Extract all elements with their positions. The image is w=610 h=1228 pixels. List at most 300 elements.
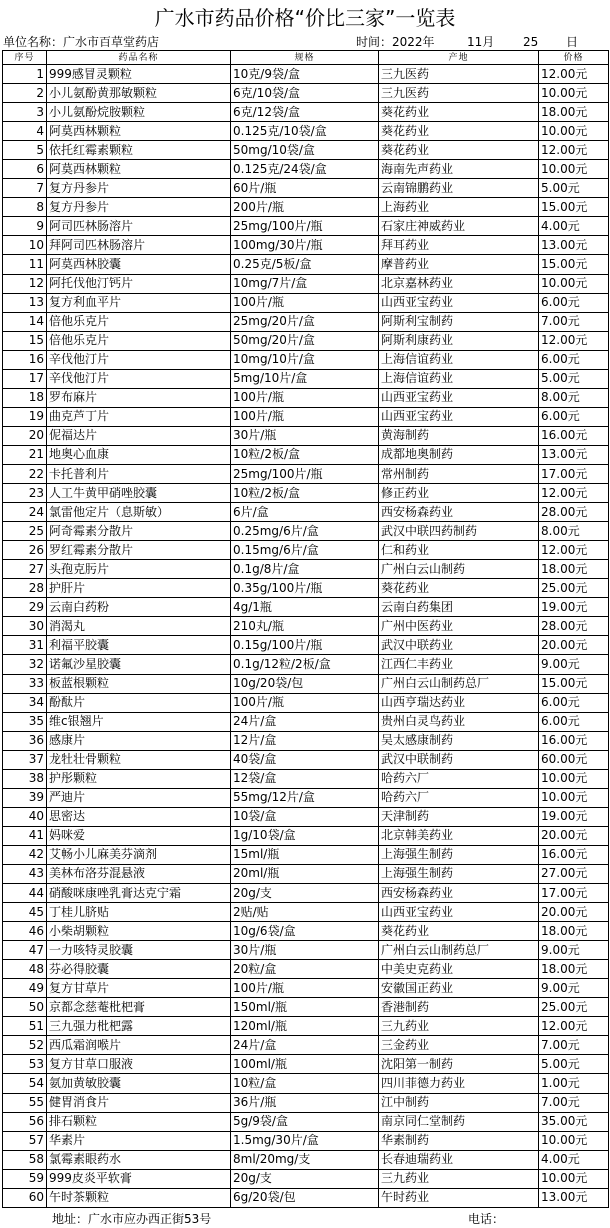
table-row xyxy=(3,217,609,236)
cell-spec: 30片/瓶 xyxy=(231,426,379,445)
cell-index: 46 xyxy=(3,922,47,941)
cell-price: 16.00元 xyxy=(539,731,609,750)
cell-drug-name: 西瓜霜润喉片 xyxy=(47,1036,231,1055)
cell-price: 10.00元 xyxy=(539,788,609,807)
cell-origin: 武汉中联四药制药 xyxy=(379,522,539,541)
cell-spec: 50mg/10袋/盒 xyxy=(231,141,379,160)
store-address: 地址：广水市应办西正街53号 xyxy=(52,1212,212,1226)
cell-origin: 三九医药 xyxy=(379,65,539,84)
cell-spec: 10mg/7片/盒 xyxy=(231,274,379,293)
cell-spec: 2贴/贴 xyxy=(231,903,379,922)
table-row xyxy=(3,712,609,731)
cell-spec: 15ml/瓶 xyxy=(231,845,379,864)
table-row xyxy=(3,1093,609,1112)
cell-price: 16.00元 xyxy=(539,845,609,864)
cell-price: 20.00元 xyxy=(539,826,609,845)
cell-origin: 广州白云山制药总厂 xyxy=(379,674,539,693)
cell-price: 8.00元 xyxy=(539,522,609,541)
cell-spec: 25mg/100片/瓶 xyxy=(231,217,379,236)
cell-index: 58 xyxy=(3,1150,47,1169)
cell-origin: 山西亨瑞达药业 xyxy=(379,693,539,712)
cell-spec: 20ml/瓶 xyxy=(231,864,379,883)
cell-price: 12.00元 xyxy=(539,65,609,84)
table-row xyxy=(3,1131,609,1150)
table-row xyxy=(3,674,609,693)
cell-price: 5.00元 xyxy=(539,179,609,198)
cell-price: 5.00元 xyxy=(539,369,609,388)
cell-price: 17.00元 xyxy=(539,884,609,903)
cell-origin: 西安杨森药业 xyxy=(379,884,539,903)
cell-drug-name: 午时茶颗粒 xyxy=(47,1188,231,1207)
cell-spec: 6克/10袋/盒 xyxy=(231,84,379,103)
cell-spec: 10袋/盒 xyxy=(231,807,379,826)
cell-origin: 葵花药业 xyxy=(379,579,539,598)
cell-spec: 12袋/盒 xyxy=(231,769,379,788)
cell-drug-name: 伲福达片 xyxy=(47,426,231,445)
table-row xyxy=(3,598,609,617)
table-row xyxy=(3,769,609,788)
cell-spec: 10g/20袋/包 xyxy=(231,674,379,693)
cell-price: 9.00元 xyxy=(539,979,609,998)
table-row xyxy=(3,731,609,750)
cell-drug-name: 健胃消食片 xyxy=(47,1093,231,1112)
cell-index: 8 xyxy=(3,198,47,217)
cell-drug-name: 阿莫西林胶囊 xyxy=(47,255,231,274)
table-row xyxy=(3,160,609,179)
table-row xyxy=(3,788,609,807)
cell-price: 12.00元 xyxy=(539,141,609,160)
cell-price: 27.00元 xyxy=(539,864,609,883)
cell-origin: 江西仁丰药业 xyxy=(379,655,539,674)
cell-spec: 20粒/盒 xyxy=(231,960,379,979)
table-row xyxy=(3,274,609,293)
cell-index: 43 xyxy=(3,864,47,883)
cell-origin: 三九药业 xyxy=(379,1017,539,1036)
cell-origin: 山西亚宝药业 xyxy=(379,903,539,922)
table-row xyxy=(3,484,609,503)
cell-drug-name: 阿莫西林颗粒 xyxy=(47,122,231,141)
cell-index: 42 xyxy=(3,845,47,864)
cell-spec: 120ml/瓶 xyxy=(231,1017,379,1036)
cell-spec: 100片/瓶 xyxy=(231,979,379,998)
table-row xyxy=(3,750,609,769)
cell-index: 19 xyxy=(3,407,47,426)
cell-drug-name: 妈咪爱 xyxy=(47,826,231,845)
cell-spec: 100ml/瓶 xyxy=(231,1055,379,1074)
cell-drug-name: 复方利血平片 xyxy=(47,293,231,312)
cell-spec: 20g/支 xyxy=(231,884,379,903)
cell-price: 4.00元 xyxy=(539,1150,609,1169)
cell-drug-name: 依托红霉素颗粒 xyxy=(47,141,231,160)
cell-drug-name: 氯雷他定片（息斯敏） xyxy=(47,503,231,522)
table-row xyxy=(3,293,609,312)
cell-drug-name: 小儿氨酚黄那敏颗粒 xyxy=(47,84,231,103)
cell-price: 5.00元 xyxy=(539,1055,609,1074)
cell-drug-name: 头孢克肟片 xyxy=(47,560,231,579)
cell-price: 16.00元 xyxy=(539,426,609,445)
cell-spec: 10粒/2板/盒 xyxy=(231,445,379,464)
cell-drug-name: 999感冒灵颗粒 xyxy=(47,65,231,84)
cell-origin: 吴太感康制药 xyxy=(379,731,539,750)
table-row xyxy=(3,84,609,103)
header-index: 序号 xyxy=(3,51,47,65)
cell-origin: 哈药六厂 xyxy=(379,769,539,788)
table-row xyxy=(3,941,609,960)
cell-drug-name: 护彤颗粒 xyxy=(47,769,231,788)
table-row xyxy=(3,960,609,979)
table-row xyxy=(3,1150,609,1169)
cell-origin: 北京嘉林药业 xyxy=(379,274,539,293)
cell-drug-name: 感康片 xyxy=(47,731,231,750)
cell-spec: 30片/瓶 xyxy=(231,941,379,960)
table-row xyxy=(3,1188,609,1207)
cell-origin: 午时药业 xyxy=(379,1188,539,1207)
cell-origin: 摩普药业 xyxy=(379,255,539,274)
cell-origin: 云南锦鹏药业 xyxy=(379,179,539,198)
cell-origin: 武汉中联制药 xyxy=(379,750,539,769)
cell-index: 55 xyxy=(3,1093,47,1112)
cell-index: 11 xyxy=(3,255,47,274)
cell-drug-name: 严迪片 xyxy=(47,788,231,807)
cell-price: 1.00元 xyxy=(539,1074,609,1093)
cell-origin: 山西亚宝药业 xyxy=(379,407,539,426)
cell-index: 28 xyxy=(3,579,47,598)
table-row xyxy=(3,407,609,426)
cell-price: 10.00元 xyxy=(539,122,609,141)
cell-origin: 华素制药 xyxy=(379,1131,539,1150)
cell-index: 22 xyxy=(3,464,47,483)
cell-index: 47 xyxy=(3,941,47,960)
cell-price: 9.00元 xyxy=(539,655,609,674)
cell-origin: 葵花药业 xyxy=(379,922,539,941)
cell-price: 6.00元 xyxy=(539,350,609,369)
cell-index: 17 xyxy=(3,369,47,388)
table-row xyxy=(3,903,609,922)
cell-spec: 1.5mg/30片/盒 xyxy=(231,1131,379,1150)
table-row xyxy=(3,1169,609,1188)
cell-price: 9.00元 xyxy=(539,941,609,960)
cell-index: 27 xyxy=(3,560,47,579)
table-row xyxy=(3,255,609,274)
cell-spec: 0.125克/24袋/盒 xyxy=(231,160,379,179)
cell-index: 12 xyxy=(3,274,47,293)
cell-drug-name: 复方丹参片 xyxy=(47,179,231,198)
cell-spec: 25mg/20片/盒 xyxy=(231,312,379,331)
cell-drug-name: 罗红霉素分散片 xyxy=(47,541,231,560)
cell-drug-name: 酚酞片 xyxy=(47,693,231,712)
cell-spec: 36片/瓶 xyxy=(231,1093,379,1112)
cell-spec: 6克/12袋/盒 xyxy=(231,103,379,122)
cell-origin: 葵花药业 xyxy=(379,141,539,160)
table-row xyxy=(3,445,609,464)
table-row xyxy=(3,426,609,445)
cell-spec: 55mg/12片/盒 xyxy=(231,788,379,807)
cell-origin: 山西亚宝药业 xyxy=(379,388,539,407)
table-row xyxy=(3,464,609,483)
cell-price: 12.00元 xyxy=(539,484,609,503)
cell-price: 18.00元 xyxy=(539,103,609,122)
table-row xyxy=(3,655,609,674)
table-row xyxy=(3,331,609,350)
cell-origin: 上海信谊药业 xyxy=(379,369,539,388)
phone-label: 电话： xyxy=(468,1212,505,1226)
cell-origin: 三金药业 xyxy=(379,1036,539,1055)
cell-index: 6 xyxy=(3,160,47,179)
table-row xyxy=(3,864,609,883)
cell-index: 2 xyxy=(3,84,47,103)
cell-price: 6.00元 xyxy=(539,293,609,312)
cell-index: 16 xyxy=(3,350,47,369)
cell-index: 50 xyxy=(3,998,47,1017)
cell-drug-name: 美林布洛芬混悬液 xyxy=(47,864,231,883)
table-body xyxy=(3,65,609,1208)
table-row xyxy=(3,122,609,141)
cell-origin: 葵花药业 xyxy=(379,122,539,141)
cell-price: 4.00元 xyxy=(539,217,609,236)
cell-price: 35.00元 xyxy=(539,1112,609,1131)
cell-index: 52 xyxy=(3,1036,47,1055)
cell-index: 29 xyxy=(3,598,47,617)
cell-drug-name: 三九强力枇杷露 xyxy=(47,1017,231,1036)
table-row xyxy=(3,1112,609,1131)
table-row xyxy=(3,807,609,826)
header-spec: 规格 xyxy=(231,51,379,65)
cell-drug-name: 丁桂儿脐贴 xyxy=(47,903,231,922)
cell-spec: 10mg/10片/盒 xyxy=(231,350,379,369)
cell-drug-name: 罗布麻片 xyxy=(47,388,231,407)
cell-drug-name: 氨加黄敏胶囊 xyxy=(47,1074,231,1093)
cell-origin: 拜耳药业 xyxy=(379,236,539,255)
footer xyxy=(0,1210,610,1228)
table-header-row xyxy=(3,51,609,65)
cell-origin: 上海强生制药 xyxy=(379,845,539,864)
cell-price: 10.00元 xyxy=(539,769,609,788)
cell-price: 18.00元 xyxy=(539,922,609,941)
cell-drug-name: 板蓝根颗粒 xyxy=(47,674,231,693)
cell-index: 30 xyxy=(3,617,47,636)
cell-drug-name: 倍他乐克片 xyxy=(47,331,231,350)
cell-price: 25.00元 xyxy=(539,579,609,598)
cell-index: 15 xyxy=(3,331,47,350)
cell-spec: 8ml/20mg/支 xyxy=(231,1150,379,1169)
store-unit-name: 单位名称：广水市百草堂药店 xyxy=(3,35,160,49)
cell-price: 28.00元 xyxy=(539,617,609,636)
table-row xyxy=(3,369,609,388)
cell-index: 24 xyxy=(3,503,47,522)
cell-spec: 0.15g/100片/瓶 xyxy=(231,636,379,655)
cell-drug-name: 地奥心血康 xyxy=(47,445,231,464)
cell-origin: 沈阳第一制药 xyxy=(379,1055,539,1074)
cell-index: 49 xyxy=(3,979,47,998)
cell-price: 7.00元 xyxy=(539,1036,609,1055)
cell-index: 34 xyxy=(3,693,47,712)
cell-index: 35 xyxy=(3,712,47,731)
cell-spec: 100mg/30片/瓶 xyxy=(231,236,379,255)
table-row xyxy=(3,636,609,655)
cell-spec: 24片/盒 xyxy=(231,712,379,731)
cell-drug-name: 京都念慈菴枇杷膏 xyxy=(47,998,231,1017)
cell-origin: 西安杨森药业 xyxy=(379,503,539,522)
cell-drug-name: 硝酸咪康唑乳膏达克宁霜 xyxy=(47,884,231,903)
cell-drug-name: 一力咳特灵胶囊 xyxy=(47,941,231,960)
cell-origin: 石家庄神威药业 xyxy=(379,217,539,236)
cell-drug-name: 人工牛黄甲硝唑胶囊 xyxy=(47,484,231,503)
cell-price: 15.00元 xyxy=(539,198,609,217)
cell-index: 36 xyxy=(3,731,47,750)
cell-index: 31 xyxy=(3,636,47,655)
cell-price: 10.00元 xyxy=(539,160,609,179)
cell-spec: 100片/瓶 xyxy=(231,293,379,312)
cell-index: 20 xyxy=(3,426,47,445)
cell-drug-name: 倍他乐克片 xyxy=(47,312,231,331)
header-drug-name: 药品名称 xyxy=(47,51,231,65)
cell-spec: 60片/瓶 xyxy=(231,179,379,198)
cell-origin: 山西亚宝药业 xyxy=(379,293,539,312)
cell-price: 10.00元 xyxy=(539,1169,609,1188)
cell-origin: 上海药业 xyxy=(379,198,539,217)
cell-index: 10 xyxy=(3,236,47,255)
table-row xyxy=(3,998,609,1017)
cell-origin: 武汉中联药业 xyxy=(379,636,539,655)
cell-drug-name: 消渴丸 xyxy=(47,617,231,636)
cell-spec: 5g/9袋/盒 xyxy=(231,1112,379,1131)
table-row xyxy=(3,1055,609,1074)
cell-origin: 南京同仁堂制药 xyxy=(379,1112,539,1131)
cell-price: 28.00元 xyxy=(539,503,609,522)
cell-price: 6.00元 xyxy=(539,693,609,712)
store-info-bar xyxy=(0,34,610,50)
cell-price: 12.00元 xyxy=(539,331,609,350)
price-table xyxy=(2,50,609,1208)
cell-spec: 6g/20袋/包 xyxy=(231,1188,379,1207)
cell-index: 4 xyxy=(3,122,47,141)
cell-price: 10.00元 xyxy=(539,274,609,293)
cell-index: 45 xyxy=(3,903,47,922)
cell-index: 14 xyxy=(3,312,47,331)
cell-index: 44 xyxy=(3,884,47,903)
date-time-label: 时间：2022年 xyxy=(356,35,435,49)
cell-index: 33 xyxy=(3,674,47,693)
cell-drug-name: 华素片 xyxy=(47,1131,231,1150)
cell-spec: 40袋/盒 xyxy=(231,750,379,769)
cell-drug-name: 护肝片 xyxy=(47,579,231,598)
table-row xyxy=(3,1036,609,1055)
cell-price: 6.00元 xyxy=(539,712,609,731)
cell-index: 32 xyxy=(3,655,47,674)
table-row xyxy=(3,236,609,255)
cell-origin: 上海信谊药业 xyxy=(379,350,539,369)
cell-spec: 0.25克/5板/盒 xyxy=(231,255,379,274)
cell-price: 13.00元 xyxy=(539,445,609,464)
table-row xyxy=(3,179,609,198)
cell-spec: 0.15mg/6片/盒 xyxy=(231,541,379,560)
cell-spec: 20g/支 xyxy=(231,1169,379,1188)
cell-index: 23 xyxy=(3,484,47,503)
cell-origin: 广州白云山制药总厂 xyxy=(379,941,539,960)
table-row xyxy=(3,65,609,84)
cell-price: 15.00元 xyxy=(539,674,609,693)
cell-drug-name: 阿奇霉素分散片 xyxy=(47,522,231,541)
cell-price: 15.00元 xyxy=(539,255,609,274)
cell-drug-name: 小柴胡颗粒 xyxy=(47,922,231,941)
cell-origin: 长春迪瑞药业 xyxy=(379,1150,539,1169)
cell-price: 7.00元 xyxy=(539,312,609,331)
cell-origin: 常州制药 xyxy=(379,464,539,483)
cell-origin: 北京韩美药业 xyxy=(379,826,539,845)
table-row xyxy=(3,503,609,522)
cell-spec: 100片/瓶 xyxy=(231,388,379,407)
cell-origin: 黄海制药 xyxy=(379,426,539,445)
cell-origin: 三九医药 xyxy=(379,84,539,103)
cell-origin: 广州中医药业 xyxy=(379,617,539,636)
table-row xyxy=(3,141,609,160)
cell-spec: 0.1g/12粒/2板/盒 xyxy=(231,655,379,674)
cell-index: 41 xyxy=(3,826,47,845)
cell-origin: 贵州白灵鸟药业 xyxy=(379,712,539,731)
cell-spec: 0.1g/8片/盒 xyxy=(231,560,379,579)
cell-origin: 云南白药集团 xyxy=(379,598,539,617)
cell-spec: 210丸/瓶 xyxy=(231,617,379,636)
cell-spec: 24片/盒 xyxy=(231,1036,379,1055)
table-row xyxy=(3,198,609,217)
cell-spec: 12片/盒 xyxy=(231,731,379,750)
cell-origin: 成都地奥制药 xyxy=(379,445,539,464)
cell-price: 10.00元 xyxy=(539,84,609,103)
cell-price: 7.00元 xyxy=(539,1093,609,1112)
cell-drug-name: 阿莫西林颗粒 xyxy=(47,160,231,179)
cell-spec: 100片/瓶 xyxy=(231,407,379,426)
cell-index: 21 xyxy=(3,445,47,464)
cell-spec: 25mg/100片/瓶 xyxy=(231,464,379,483)
cell-price: 17.00元 xyxy=(539,464,609,483)
cell-price: 13.00元 xyxy=(539,1188,609,1207)
cell-index: 48 xyxy=(3,960,47,979)
cell-drug-name: 诺氟沙星胶囊 xyxy=(47,655,231,674)
page-title: 广水市药品价格“价比三家”一览表 xyxy=(154,6,456,30)
cell-index: 1 xyxy=(3,65,47,84)
cell-index: 18 xyxy=(3,388,47,407)
cell-price: 20.00元 xyxy=(539,636,609,655)
cell-drug-name: 阿托伐他汀钙片 xyxy=(47,274,231,293)
cell-origin: 广州白云山制药 xyxy=(379,560,539,579)
cell-spec: 150ml/瓶 xyxy=(231,998,379,1017)
cell-drug-name: 排石颗粒 xyxy=(47,1112,231,1131)
cell-drug-name: 龙牡壮骨颗粒 xyxy=(47,750,231,769)
cell-origin: 仁和药业 xyxy=(379,541,539,560)
cell-index: 37 xyxy=(3,750,47,769)
cell-origin: 中美史克药业 xyxy=(379,960,539,979)
cell-spec: 6片/盒 xyxy=(231,503,379,522)
cell-price: 19.00元 xyxy=(539,598,609,617)
cell-drug-name: 曲克芦丁片 xyxy=(47,407,231,426)
cell-spec: 0.125克/10袋/盒 xyxy=(231,122,379,141)
table-row xyxy=(3,350,609,369)
header-origin: 产地 xyxy=(379,51,539,65)
cell-spec: 0.25mg/6片/盒 xyxy=(231,522,379,541)
cell-index: 56 xyxy=(3,1112,47,1131)
table-row xyxy=(3,103,609,122)
cell-price: 10.00元 xyxy=(539,1131,609,1150)
cell-drug-name: 复方甘草口服液 xyxy=(47,1055,231,1074)
cell-drug-name: 云南白药粉 xyxy=(47,598,231,617)
cell-origin: 安徽国正药业 xyxy=(379,979,539,998)
cell-spec: 10粒/盒 xyxy=(231,1074,379,1093)
table-row xyxy=(3,979,609,998)
cell-index: 9 xyxy=(3,217,47,236)
cell-index: 39 xyxy=(3,788,47,807)
cell-origin: 海南先声药业 xyxy=(379,160,539,179)
table-row xyxy=(3,312,609,331)
